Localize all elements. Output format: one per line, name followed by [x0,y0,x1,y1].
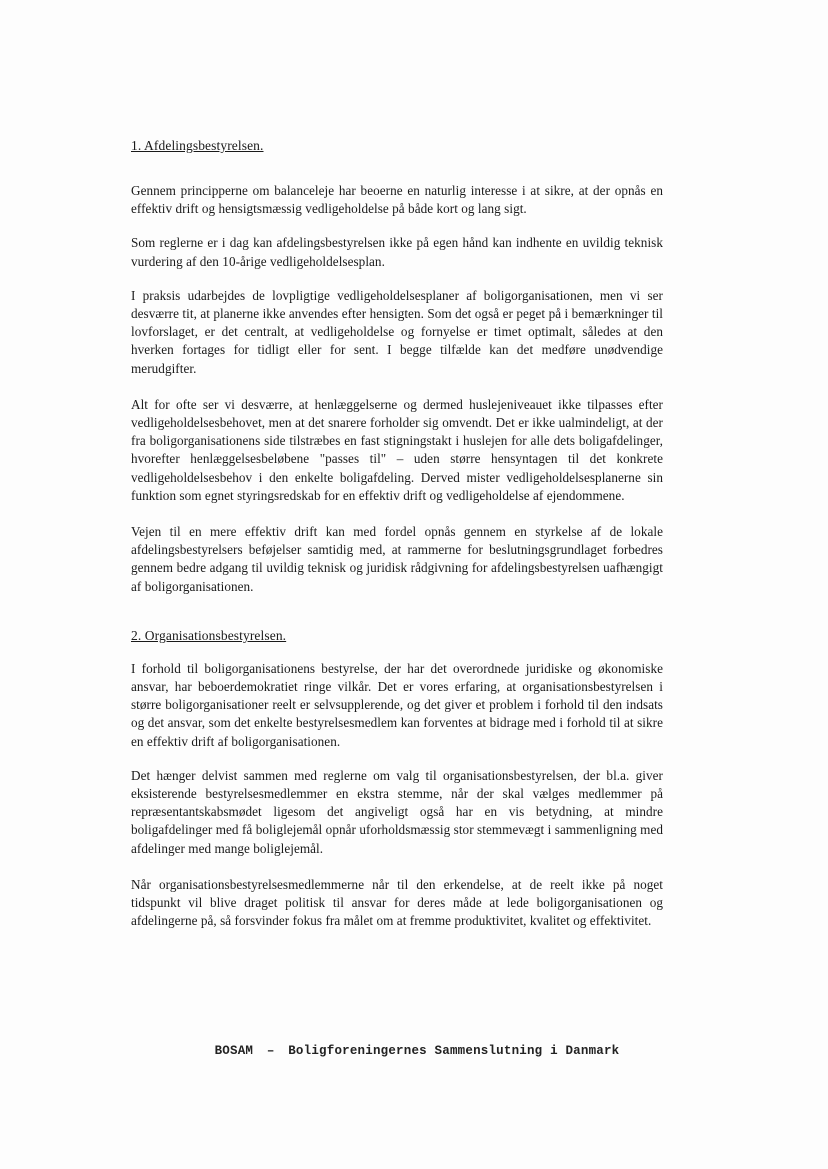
paragraph: I forhold til boligorganisationens bestyrelse, der har det overordnede juridiske og økonomiske ansvar, har beboerdemokratiet ringe vilkår. Det er vores erfaring, at organisationsbestyrelsen i større boligorganisationer reelt er selvsupplerende, og det giver et problem i forhold til den indsats og det ansvar, som det enkelte bestyrelsesmedlem kan forventes at bidrage med i forhold til at sikre en effektiv drift af boligorganisationen. [131,660,663,749]
document-body [131,136,663,931]
paragraph: Alt for ofte ser vi desværre, at henlæggelserne og dermed huslejeniveauet ikke tilpasses efter vedligeholdelsesbehovet, men at det snarere forholder sig omvendt. Det er ikke ualmindeligt, at der fra boligorganisationens side tilstræbes en fast stigningstakt i huslejen for alle dets boligafdelinger, hvorefter henlæggelsesbeløbene "passes til" – uden større hensyntagen til det konkrete vedligeholdelsesbehov i den enkelte boligafdeling. Derved mister vedligeholdelsesplanerne sin funktion som egnet styringsredskab for en effektiv drift og vedligeholdelse af ejendommene. [131,396,663,503]
footer-org-short: BOSAM [214,1044,254,1058]
footer-separator: – [266,1044,275,1058]
paragraph: I praksis udarbejdes de lovpligtige vedligeholdelsesplaner af boligorganisationen, men vi ser desværre tit, at planerne ikke anvendes efter hensigten. Som det også er peget på i bemærkninger til lovforslaget, er det centralt, at vedligeholdelse og fornyelse er timet optimalt, således at den hverken fortages for tidligt eller for sent. I begge tilfælde kan det medføre unødvendige merudgifter. [131,287,663,376]
page-footer [0,1044,828,1058]
paragraph: Det hænger delvist sammen med reglerne om valg til organisationsbestyrelsen, der bl.a. giver eksisterende bestyrelsesmedlemmer en ekstra stemme, når der skal vælges medlemmer på repræsentantskabsmødet ligesom det angiveligt også har en vis betydning, at mindre boligafdelinger med få boliglejemål opnår uforholdsmæssig stor stemmevægt i sammenligning med afdelinger med mange boliglejemål. [131,767,663,856]
paragraph: Gennem principperne om balanceleje har beoerne en naturlig interesse i at sikre, at der opnås en effektiv drift og hensigtsmæssig vedligeholdelse på både kort og lang sigt. [131,183,663,217]
paragraph: Som reglerne er i dag kan afdelingsbestyrelsen ikke på egen hånd kan indhente en uvildig teknisk vurdering af den 10-årige vedligeholdelsesplan. [131,235,663,269]
section-heading-organisationsbestyrelsen: 2. Organisationsbestyrelsen. [131,627,287,643]
paragraph: Når organisationsbestyrelsesmedlemmerne når til den erkendelse, at de reelt ikke på noget tidspunkt vil blive draget politisk til ansvar for deres måde at lede boligorganisationen og afdelingerne på, så forsvinder fokus fra målet om at fremme produktivitet, kvalitet og effektivitet. [131,876,663,929]
section-heading-afdelingsbestyrelsen: 1. Afdelingsbestyrelsen. [131,138,264,153]
footer-org-full: Boligforeningernes Sammenslutning i Danmark [288,1044,620,1058]
paragraph: Vejen til en mere effektiv drift kan med fordel opnås gennem en styrkelse af de lokale afdelingsbestyrelsers beføjelser samtidig med, at rammerne for beslutningsgrundlaget forbedres gennem bedre adgang til uvildig teknisk og juridisk rådgivning for afdelingsbestyrelsen uafhængigt af boligorganisationen. [131,524,663,594]
